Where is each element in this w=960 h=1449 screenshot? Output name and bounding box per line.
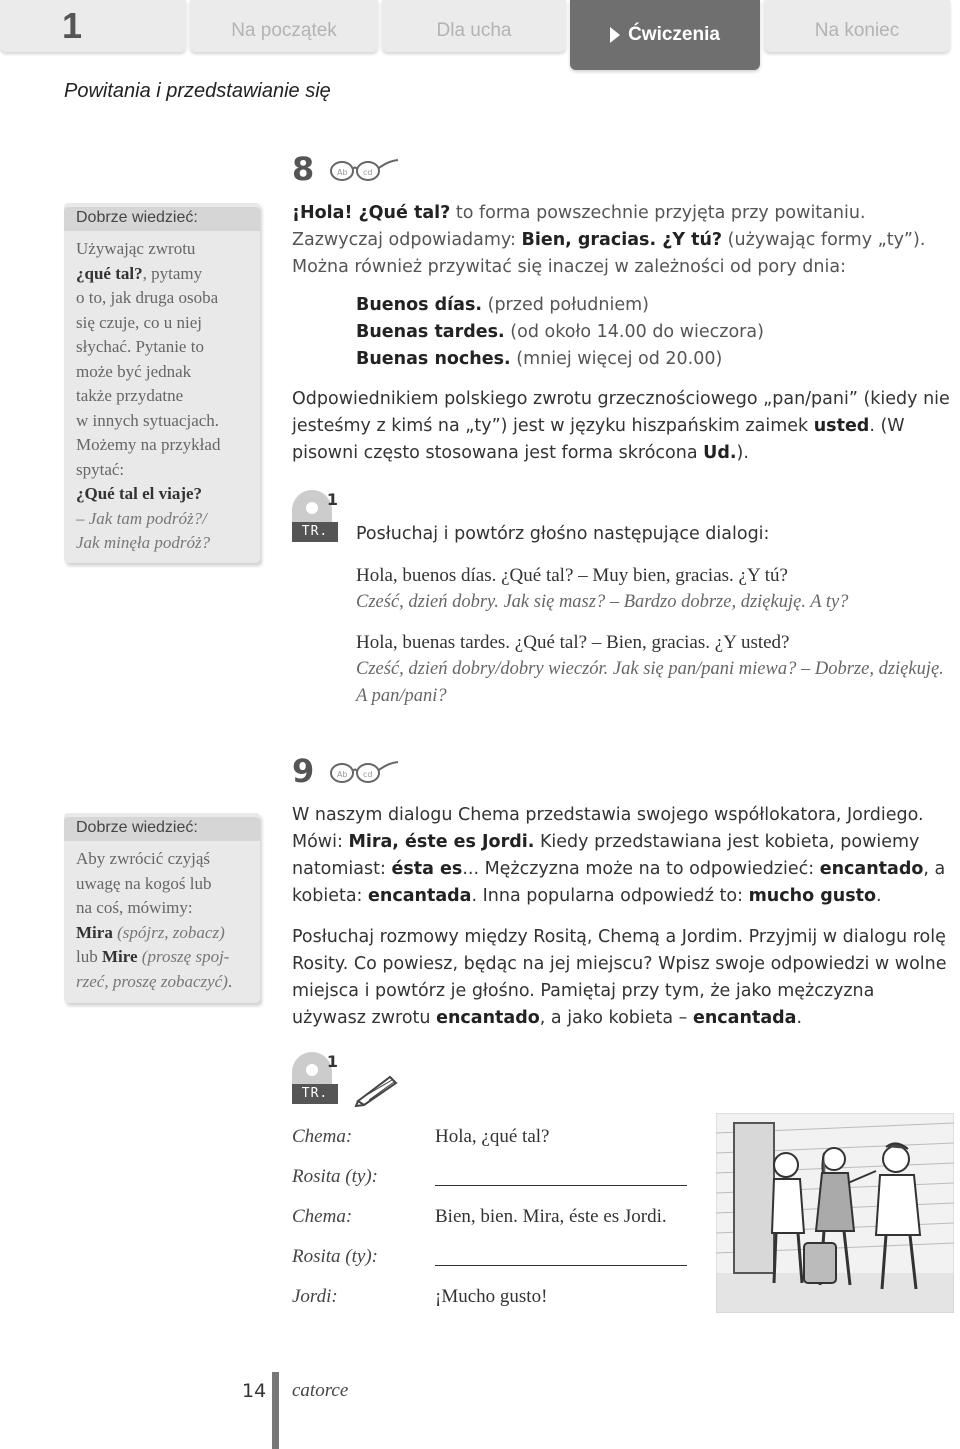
people-greeting-illustration	[716, 1113, 954, 1313]
ex9-task-paragraph: Posłuchaj rozmowy między Rositą, Chemą a Jordim. Przyjmij w dialogu rolę Rosity. Co powiesz, będąc na jej miejscu? Wpisz swoje odpowiedzi w wolne miejsca i powtórz je głośno. Pamiętaj przy tym, że jako mężczyzna używasz zwrotu encantado, a jako kobieta – encantada.	[292, 927, 947, 1028]
dialog-line: Bien, bien. Mira, éste es Jordi.	[435, 1206, 667, 1227]
ex8-instruction: Posłuchaj i powtórz głośno następujące dialogi:	[356, 524, 770, 544]
svg-text:Ab: Ab	[337, 168, 348, 177]
exercise-number-9: 9	[292, 752, 315, 790]
svg-text:cd: cd	[363, 168, 373, 177]
info-box-body: Używając zwrotu ¿qué tal?, pytamy o to, jak druga osoba się czuje, co u niej słychać. Pytanie to może być jednak także przydatne w innych sytuacjach. Możemy na przykład spytać: ¿Qué tal el viaje? – Jak tam podróż?/ Jak minęła podróż?	[76, 239, 221, 552]
greeting-afternoon: Buenas tardes. (od około 14.00 do wieczora)	[356, 322, 764, 342]
speaker-jordi: Jordi:	[292, 1286, 338, 1307]
tab-cwiczenia-label: Ćwiczenia	[628, 24, 720, 45]
exercise-number-8: 8	[292, 150, 315, 188]
info-box-mira	[64, 813, 260, 1003]
cd-number: 1	[326, 1052, 338, 1071]
audio-track-06[interactable]	[292, 490, 338, 559]
header-tabbar	[0, 0, 960, 70]
tab-na-poczatek[interactable]: Na początek	[190, 0, 378, 52]
ex8-greetings-list	[356, 292, 946, 373]
speaker-rosita: Rosita (ty):	[292, 1246, 379, 1267]
ex8-dialog-1	[356, 562, 946, 616]
glasses-icon	[328, 155, 400, 183]
tab-cwiczenia[interactable]	[570, 0, 760, 70]
chapter-number: 1	[0, 0, 186, 52]
audio-track-07[interactable]	[292, 1052, 338, 1121]
dialog-line: ¡Mucho gusto!	[435, 1286, 548, 1307]
dialog-spanish: Hola, buenas tardes. ¿Qué tal? – Bien, gracias. ¿Y usted?	[356, 632, 790, 653]
tab-dla-ucha[interactable]: Dla ucha	[382, 0, 566, 52]
cd-number: 1	[326, 490, 338, 509]
info-box-heading: Dobrze wiedzieć:	[64, 817, 260, 841]
speaker-chema: Chema:	[292, 1126, 353, 1147]
ex8-usted-paragraph: Odpowiednikiem polskiego zwrotu grzecznościowego „pan/pani” (kiedy nie jesteśmy z kimś na „ty”) jest w języku hiszpańskim zaimek usted. (W pisowni często stosowana jest forma skrócona Ud.).	[292, 389, 950, 463]
ex9-intro-paragraph: W naszym dialogu Chema przedstawia swojego współlokatora, Jordiego. Mówi: Mira, éste es Jordi. Kiedy przedstawiana jest kobieta, powiemy natomiast: ésta es... Mężczyzna może na to odpowiedzieć: encantado, a kobieta: encantada. Inna popularna odpowiedź to: mucho gusto.	[292, 805, 946, 906]
section-subtitle: Powitania i przedstawianie się	[64, 80, 331, 102]
dialog-translation: Cześć, dzień dobry. Jak się masz? – Bardzo dobrze, dziękuję. A ty?	[356, 592, 849, 612]
info-box-qué-tal	[64, 203, 260, 563]
svg-text:cd: cd	[363, 770, 373, 779]
track-label: TR. 06	[292, 522, 338, 542]
ex8-intro-paragraph: ¡Hola! ¿Qué tal? to forma powszechnie przyjęta przy powitaniu. Zazwyczaj odpowiadamy: Bien, gracias. ¿Y tú? (używając formy „ty”). Można również przywitać się inaczej w zależności od pory dnia:	[292, 203, 926, 277]
answer-blank-1[interactable]	[435, 1165, 687, 1186]
track-label: TR. 07	[292, 1084, 338, 1104]
svg-text:Ab: Ab	[337, 770, 348, 779]
glasses-icon	[328, 757, 400, 785]
greeting-morning: Buenos días. (przed południem)	[356, 295, 649, 315]
greeting-evening: Buenas noches. (mniej więcej od 20.00)	[356, 349, 723, 369]
play-triangle-icon	[610, 27, 620, 43]
speaker-chema: Chema:	[292, 1206, 353, 1227]
ex8-dialog-2	[356, 629, 946, 710]
tab-na-koniec[interactable]: Na koniec	[764, 0, 950, 52]
speaker-rosita: Rosita (ty):	[292, 1166, 379, 1187]
info-box-heading: Dobrze wiedzieć:	[64, 207, 260, 231]
pencil-icon	[352, 1073, 400, 1107]
dialog-line: Hola, ¿qué tal?	[435, 1126, 550, 1147]
dialog-translation: Cześć, dzień dobry/dobry wieczór. Jak się pan/pani miewa? – Dobrze, dziękuję. A pan/pani?	[356, 659, 944, 706]
info-box-body: Aby zwrócić czyjąś uwagę na kogoś lub na coś, mówimy: Mira (spójrz, zobacz) lub Mire (proszę spoj- rzeć, proszę zobaczyć).	[76, 849, 233, 991]
dialog-spanish: Hola, buenos días. ¿Qué tal? – Muy bien, gracias. ¿Y tú?	[356, 565, 788, 586]
page-number: 14	[242, 1380, 267, 1402]
page-number-word: catorce	[292, 1380, 349, 1401]
page-divider	[272, 1372, 279, 1449]
answer-blank-2[interactable]	[435, 1245, 687, 1266]
